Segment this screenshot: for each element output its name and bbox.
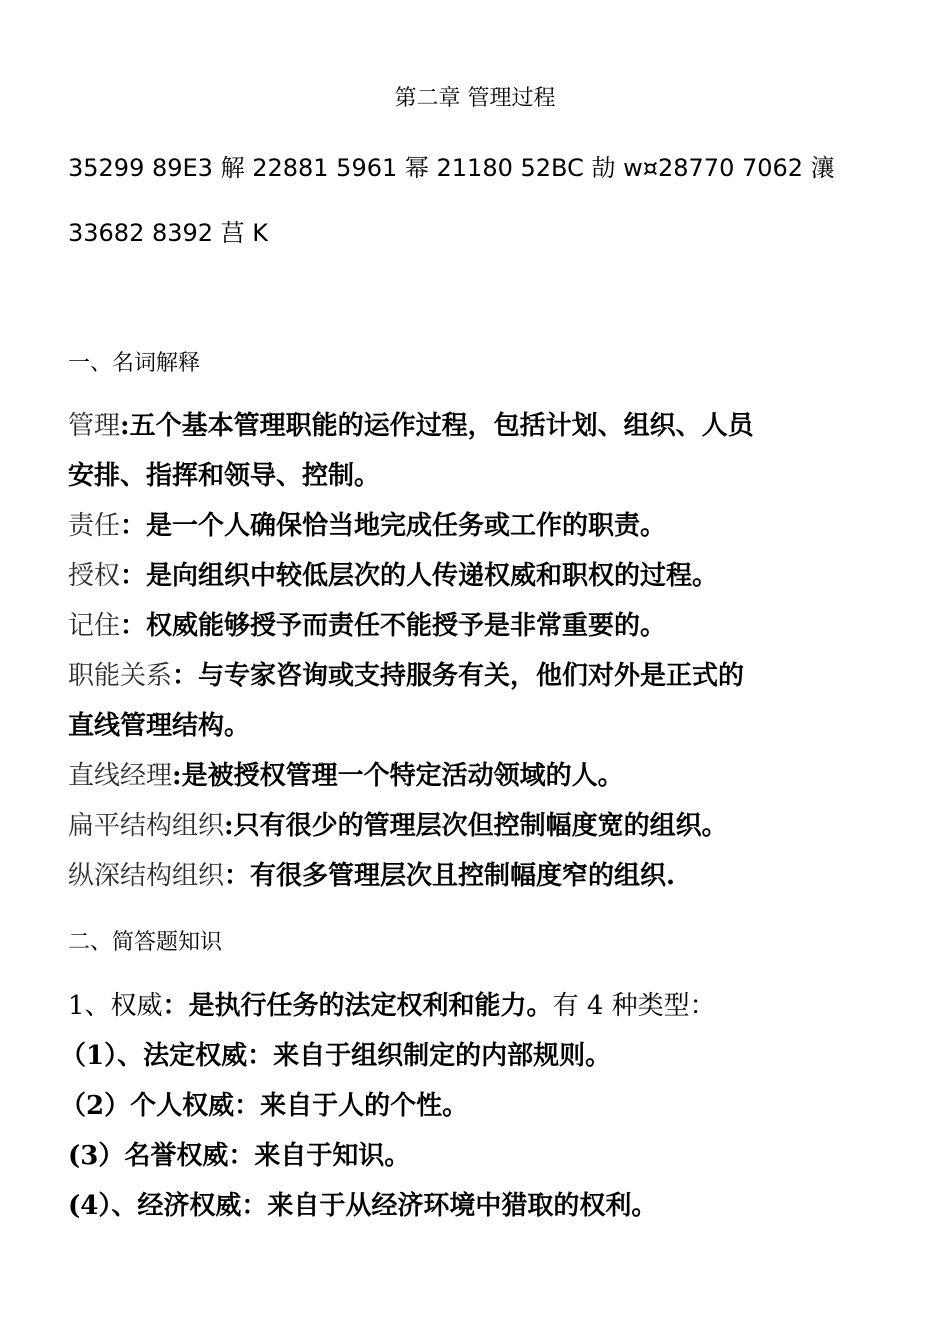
definition-term: 直线经理	[68, 761, 173, 791]
definition-text: 是一个人确保恰当地完成任务或工作的职责。	[146, 511, 667, 541]
definition-separator: :	[224, 811, 234, 841]
definition-delegation	[68, 558, 718, 594]
definition-tall-structure	[68, 858, 675, 894]
authority-item-suffix: 有 4 种类型：	[552, 991, 716, 1021]
definition-term: 纵深结构组织	[68, 861, 225, 891]
definition-separator: :	[120, 411, 130, 441]
definition-term: 授权	[68, 561, 121, 591]
garbled-text-line-2: 33682 8392 莒 K	[68, 219, 269, 247]
authority-type-2: （2）个人权威：来自于人的个性。	[60, 1091, 469, 1121]
definition-text: 权威能够授予而责任不能授予是非常重要的。	[146, 611, 667, 641]
definition-text: 安排、指挥和领导、控制。	[68, 461, 381, 491]
garbled-text-line-1: 35299 89E3 解 22881 5961 幂 21180 52BC 劼 w¤28770 7062 瀼	[68, 154, 835, 182]
definition-separator: ：	[224, 861, 251, 891]
definition-separator: :	[172, 761, 182, 791]
authority-type-1: （1）、法定权威：来自于组织制定的内部规则。	[60, 1041, 612, 1071]
definition-text: 是向组织中较低层次的人传递权威和职权的过程。	[146, 561, 719, 591]
definition-text: 有很多管理层次且控制幅度窄的组织.	[250, 861, 676, 891]
authority-item-definition: ：是执行任务的法定权利和能力。	[162, 991, 553, 1021]
authority-type-3: (3）名誉权威：来自于知识。	[68, 1141, 411, 1171]
authority-type-4: (4）、经济权威：来自于从经济环境中猎取的权利。	[68, 1191, 658, 1221]
definition-continuation	[68, 458, 380, 494]
definition-term: 记住	[68, 611, 121, 641]
definition-separator: ：	[120, 611, 147, 641]
definition-continuation	[68, 708, 250, 744]
definition-separator: ：	[120, 511, 147, 541]
definition-text: 是被授权管理一个特定活动领域的人。	[181, 761, 624, 791]
definition-responsibility	[68, 508, 666, 544]
definition-remember	[68, 608, 666, 644]
authority-item	[68, 988, 716, 1024]
definition-functional-relationship	[68, 658, 744, 694]
definition-management	[68, 408, 754, 444]
definition-separator: ：	[120, 561, 147, 591]
definition-text: 五个基本管理职能的运作过程，包括计划、组织、人员	[129, 411, 754, 441]
section-heading-definitions: 一、名词解释	[68, 351, 201, 376]
definition-flat-structure	[68, 808, 728, 844]
definition-term: 管理	[68, 411, 121, 441]
definition-term: 扁平结构组织	[68, 811, 225, 841]
section-heading-short-answer: 二、简答题知识	[68, 930, 223, 955]
authority-item-prefix: 1、权威	[68, 991, 163, 1021]
definition-line-manager	[68, 758, 624, 794]
chapter-title: 第二章 管理过程	[394, 86, 556, 111]
definition-term: 责任	[68, 511, 121, 541]
definition-text: 与专家咨询或支持服务有关，他们对外是正式的	[198, 661, 745, 691]
definition-text: 只有很少的管理层次但控制幅度宽的组织。	[233, 811, 728, 841]
definition-text: 直线管理结构。	[68, 711, 251, 741]
definition-term: 职能关系	[68, 661, 173, 691]
definition-separator: ：	[172, 661, 199, 691]
